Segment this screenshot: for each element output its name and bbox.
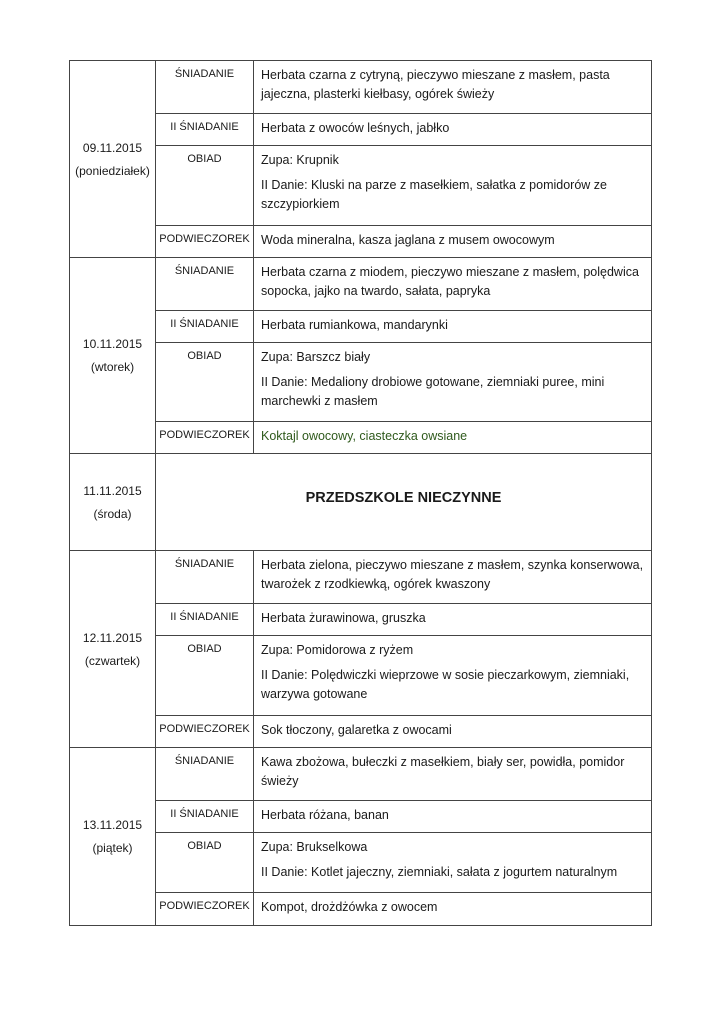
meal-label: OBIAD (156, 833, 254, 893)
meal-description: Kompot, drożdżówka z owocem (254, 893, 652, 926)
meal-label: ŚNIADANIE (156, 551, 254, 604)
weekday: (piątek) (92, 841, 133, 855)
meal-description: Herbata zielona, pieczywo mieszane z masłem, szynka konserwowa, twarożek z rzodkiewką, ogórek kwaszony (254, 551, 652, 604)
date: 09.11.2015 (82, 140, 143, 155)
table-row (70, 146, 652, 226)
table-row (70, 748, 652, 801)
soup-text: Zupa: Krupnik (261, 153, 339, 167)
weekday: (poniedziałek) (75, 163, 150, 178)
weekday: (czwartek) (84, 653, 141, 668)
meal-description: Herbata rumiankowa, mandarynki (254, 311, 652, 343)
date-cell (70, 61, 156, 258)
table-row (70, 604, 652, 636)
date-cell (70, 551, 156, 748)
table-row (70, 801, 652, 833)
main-dish-text: II Danie: Polędwiczki wieprzowe w sosie pieczarkowym, ziemniaki, warzywa gotowane (261, 668, 630, 701)
table-row (70, 258, 652, 311)
table-row (70, 833, 652, 893)
table-row (70, 551, 652, 604)
meal-label: PODWIECZOREK (156, 716, 254, 748)
closed-notice: PRZEDSZKOLE NIECZYNNE (156, 454, 652, 551)
meal-description (254, 833, 652, 893)
meal-label: ŚNIADANIE (156, 748, 254, 801)
date-cell (70, 454, 156, 551)
soup-text: Zupa: Barszcz biały (261, 350, 371, 364)
meal-label: II ŚNIADANIE (156, 801, 254, 833)
meal-label: PODWIECZOREK (156, 893, 254, 926)
table-row (70, 343, 652, 422)
meal-label: II ŚNIADANIE (156, 311, 254, 343)
date-cell (70, 258, 156, 454)
table-row (70, 114, 652, 146)
weekday: (wtorek) (90, 360, 135, 374)
main-dish-text: II Danie: Medaliony drobiowe gotowane, ziemniaki puree, mini marchewki z masłem (261, 375, 605, 408)
meal-label: II ŚNIADANIE (156, 114, 254, 146)
soup-text: Zupa: Pomidorowa z ryżem (261, 643, 414, 657)
date: 13.11.2015 (82, 818, 143, 832)
table-row (70, 422, 652, 454)
meal-label: OBIAD (156, 343, 254, 422)
meal-description: Sok tłoczony, galaretka z owocami (254, 716, 652, 748)
meal-description (254, 146, 652, 226)
meal-label: OBIAD (156, 146, 254, 226)
date: 12.11.2015 (82, 630, 143, 645)
table-row (70, 454, 652, 551)
table-row (70, 893, 652, 926)
main-dish-text: II Danie: Kotlet jajeczny, ziemniaki, sałata z jogurtem naturalnym (261, 865, 618, 879)
meal-description: Herbata czarna z cytryną, pieczywo mieszane z masłem, pasta jajeczna, plasterki kiełbasy, ogórek świeży (254, 61, 652, 114)
meal-description: Woda mineralna, kasza jaglana z musem owocowym (254, 226, 652, 258)
date: 10.11.2015 (82, 337, 143, 351)
meal-label: II ŚNIADANIE (156, 604, 254, 636)
meal-description: Koktajl owocowy, ciasteczka owsiane (254, 422, 652, 454)
meal-label: PODWIECZOREK (156, 226, 254, 258)
meal-description: Herbata czarna z miodem, pieczywo mieszane z masłem, polędwica sopocka, jajko na twardo, sałata, papryka (254, 258, 652, 311)
meal-description (254, 343, 652, 422)
meal-description: Herbata z owoców leśnych, jabłko (254, 114, 652, 146)
date: 11.11.2015 (83, 483, 142, 498)
meal-description: Herbata żurawinowa, gruszka (254, 604, 652, 636)
table-row (70, 226, 652, 258)
table-row (70, 636, 652, 716)
meal-label: OBIAD (156, 636, 254, 716)
table-row (70, 311, 652, 343)
table-row (70, 61, 652, 114)
weekly-menu-table (69, 60, 652, 926)
weekday: (środa) (93, 506, 132, 521)
meal-label: ŚNIADANIE (156, 258, 254, 311)
table-row (70, 716, 652, 748)
date-cell (70, 748, 156, 926)
meal-description (254, 636, 652, 716)
meal-label: ŚNIADANIE (156, 61, 254, 114)
meal-description: Herbata różana, banan (254, 801, 652, 833)
soup-text: Zupa: Brukselkowa (261, 840, 368, 854)
meal-description: Kawa zbożowa, bułeczki z masełkiem, biały ser, powidła, pomidor świeży (254, 748, 652, 801)
meal-label: PODWIECZOREK (156, 422, 254, 454)
main-dish-text: II Danie: Kluski na parze z masełkiem, sałatka z pomidorów ze szczypiorkiem (261, 178, 607, 211)
